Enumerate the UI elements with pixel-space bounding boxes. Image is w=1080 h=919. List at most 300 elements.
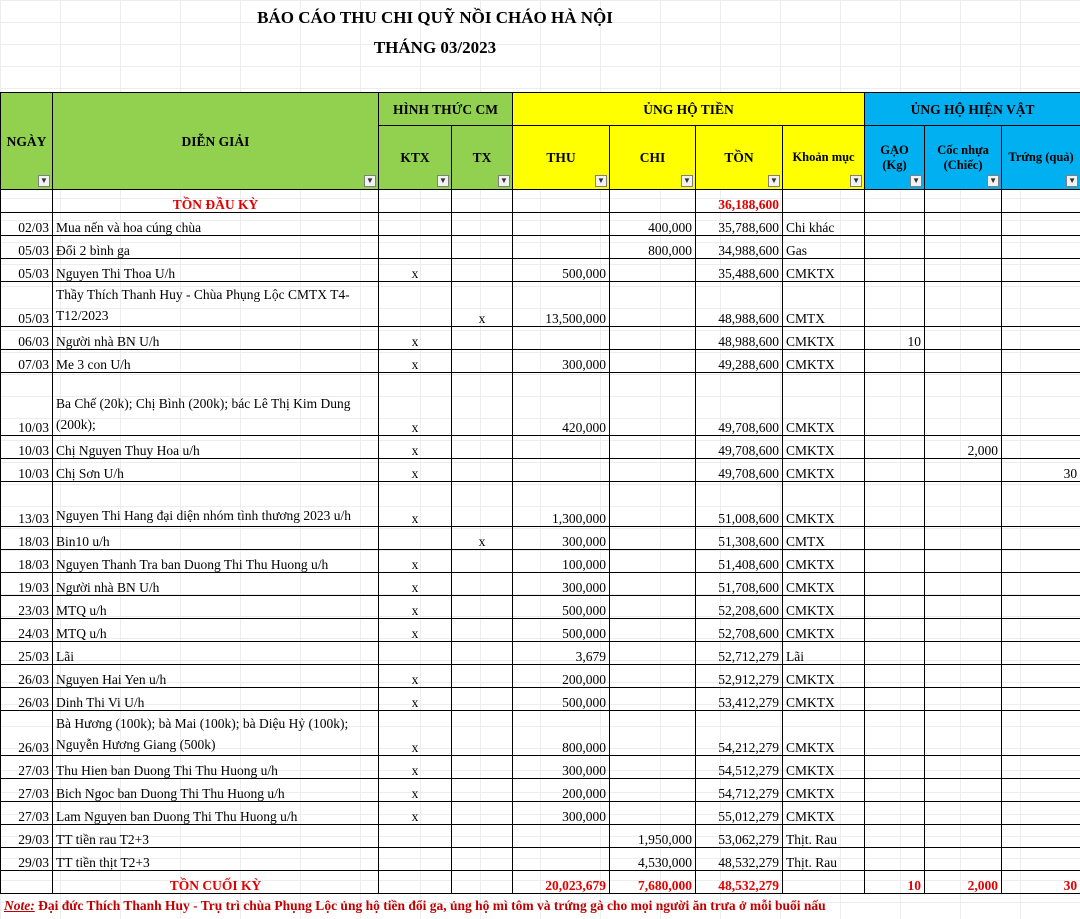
row-khoan-muc[interactable]: CMKTX xyxy=(783,327,865,350)
row-ktx[interactable]: x xyxy=(379,665,452,688)
row-chi[interactable] xyxy=(610,642,696,665)
filter-dropdown-icon[interactable]: ▼ xyxy=(768,175,780,187)
row-description[interactable]: Chị Nguyen Thuy Hoa u/h xyxy=(53,436,379,459)
row-ton[interactable]: 54,212,279 xyxy=(696,711,783,756)
header-chi[interactable]: CHI ▼ xyxy=(610,126,696,190)
row-tx[interactable] xyxy=(452,711,513,756)
row-coc[interactable] xyxy=(925,236,1002,259)
row-tx[interactable] xyxy=(452,236,513,259)
row-gao[interactable] xyxy=(865,848,925,871)
row-khoan-muc[interactable]: CMKTX xyxy=(783,779,865,802)
row-trung[interactable] xyxy=(1002,573,1080,596)
row-trung[interactable] xyxy=(1002,711,1080,756)
row-description[interactable]: Chị Sơn U/h xyxy=(53,459,379,482)
row-gao[interactable] xyxy=(865,350,925,373)
row-coc[interactable] xyxy=(925,779,1002,802)
row-khoan-muc[interactable]: CMTX xyxy=(783,527,865,550)
row-trung[interactable] xyxy=(1002,619,1080,642)
row-ton[interactable]: 35,788,600 xyxy=(696,213,783,236)
row-coc[interactable] xyxy=(925,213,1002,236)
row-khoan-muc[interactable]: Lãi xyxy=(783,642,865,665)
row-khoan-muc[interactable]: CMTX xyxy=(783,282,865,327)
row-coc[interactable] xyxy=(925,482,1002,527)
row-ktx[interactable] xyxy=(379,825,452,848)
closing-coc: 2,000 xyxy=(925,871,1002,894)
row-chi[interactable] xyxy=(610,688,696,711)
row-coc[interactable] xyxy=(925,327,1002,350)
row-tx[interactable] xyxy=(452,642,513,665)
row-thu[interactable]: 300,000 xyxy=(513,350,610,373)
row-gao[interactable] xyxy=(865,665,925,688)
row-coc[interactable] xyxy=(925,527,1002,550)
row-coc[interactable] xyxy=(925,825,1002,848)
row-date[interactable]: 27/03 xyxy=(1,779,53,802)
header-ktx[interactable]: KTX ▼ xyxy=(379,126,452,190)
row-description[interactable]: Bà Hương (100k); bà Mai (100k); bà Diệu Hỷ (100k); Nguyễn Hương Giang (500k) xyxy=(53,711,379,756)
row-date[interactable]: 27/03 xyxy=(1,802,53,825)
row-ton[interactable]: 48,532,279 xyxy=(696,848,783,871)
header-hinh-thuc: HÌNH THỨC CM xyxy=(379,93,513,126)
header-dien-giai[interactable]: DIỄN GIẢI ▼ xyxy=(53,93,379,190)
row-coc[interactable] xyxy=(925,259,1002,282)
table-row xyxy=(1,642,1080,665)
row-date[interactable]: 29/03 xyxy=(1,848,53,871)
row-description[interactable]: MTQ u/h xyxy=(53,596,379,619)
row-date[interactable]: 10/03 xyxy=(1,436,53,459)
row-ktx[interactable]: x xyxy=(379,756,452,779)
row-date[interactable]: 10/03 xyxy=(1,459,53,482)
row-khoan-muc[interactable]: CMKTX xyxy=(783,665,865,688)
row-thu[interactable]: 500,000 xyxy=(513,619,610,642)
row-khoan-muc[interactable]: CMKTX xyxy=(783,573,865,596)
row-gao[interactable]: 10 xyxy=(865,327,925,350)
row-description[interactable]: Người nhà BN U/h xyxy=(53,573,379,596)
row-gao[interactable] xyxy=(865,756,925,779)
row-coc[interactable] xyxy=(925,848,1002,871)
row-thu[interactable] xyxy=(513,459,610,482)
row-ton[interactable]: 49,708,600 xyxy=(696,436,783,459)
row-trung[interactable] xyxy=(1002,550,1080,573)
row-gao[interactable] xyxy=(865,825,925,848)
row-coc[interactable] xyxy=(925,665,1002,688)
row-tx[interactable]: x xyxy=(452,282,513,327)
row-ton[interactable]: 48,988,600 xyxy=(696,327,783,350)
row-thu[interactable]: 300,000 xyxy=(513,802,610,825)
row-chi[interactable] xyxy=(610,436,696,459)
row-description[interactable]: Lam Nguyen ban Duong Thi Thu Huong u/h xyxy=(53,802,379,825)
closing-row xyxy=(1,871,1080,894)
row-khoan-muc[interactable]: CMKTX xyxy=(783,802,865,825)
row-trung[interactable] xyxy=(1002,802,1080,825)
row-thu[interactable]: 500,000 xyxy=(513,596,610,619)
filter-dropdown-icon[interactable]: ▼ xyxy=(498,175,510,187)
row-tx[interactable] xyxy=(452,259,513,282)
row-tx[interactable] xyxy=(452,482,513,527)
row-date[interactable]: 26/03 xyxy=(1,711,53,756)
row-trung[interactable] xyxy=(1002,848,1080,871)
row-tx[interactable] xyxy=(452,596,513,619)
row-thu[interactable]: 500,000 xyxy=(513,259,610,282)
row-khoan-muc[interactable]: Thịt. Rau xyxy=(783,848,865,871)
row-khoan-muc[interactable]: Thịt. Rau xyxy=(783,825,865,848)
row-tx[interactable] xyxy=(452,573,513,596)
row-ton[interactable]: 53,412,279 xyxy=(696,688,783,711)
row-thu[interactable]: 500,000 xyxy=(513,688,610,711)
header-khoan-muc[interactable]: Khoản mục ▼ xyxy=(783,126,865,190)
header-coc[interactable]: Cốc nhựa (Chiếc) ▼ xyxy=(925,126,1002,190)
row-chi[interactable] xyxy=(610,259,696,282)
row-description[interactable]: Thầy Thích Thanh Huy - Chùa Phụng Lộc CMTX T4-T12/2023 xyxy=(53,282,379,327)
row-gao[interactable] xyxy=(865,779,925,802)
row-ktx[interactable] xyxy=(379,282,452,327)
row-date[interactable]: 13/03 xyxy=(1,482,53,527)
row-chi[interactable]: 800,000 xyxy=(610,236,696,259)
row-thu[interactable] xyxy=(513,327,610,350)
row-coc[interactable] xyxy=(925,756,1002,779)
row-coc[interactable] xyxy=(925,459,1002,482)
row-chi[interactable] xyxy=(610,327,696,350)
header-tx[interactable]: TX ▼ xyxy=(452,126,513,190)
row-thu[interactable]: 200,000 xyxy=(513,779,610,802)
row-date[interactable]: 05/03 xyxy=(1,236,53,259)
row-ktx[interactable] xyxy=(379,213,452,236)
row-date[interactable]: 24/03 xyxy=(1,619,53,642)
row-date[interactable]: 18/03 xyxy=(1,550,53,573)
row-tx[interactable] xyxy=(452,550,513,573)
row-chi[interactable] xyxy=(610,711,696,756)
row-trung[interactable] xyxy=(1002,825,1080,848)
header-gao[interactable]: GẠO (Kg) ▼ xyxy=(865,126,925,190)
row-tx[interactable]: x xyxy=(452,527,513,550)
row-chi[interactable] xyxy=(610,756,696,779)
row-gao[interactable] xyxy=(865,711,925,756)
filter-dropdown-icon[interactable]: ▼ xyxy=(987,175,999,187)
row-khoan-muc[interactable]: CMKTX xyxy=(783,756,865,779)
row-tx[interactable] xyxy=(452,459,513,482)
row-ktx[interactable]: x xyxy=(379,259,452,282)
row-tx[interactable] xyxy=(452,213,513,236)
row-description[interactable]: Nguyen Hai Yen u/h xyxy=(53,665,379,688)
row-ton[interactable]: 52,912,279 xyxy=(696,665,783,688)
row-description[interactable]: Người nhà BN U/h xyxy=(53,327,379,350)
row-trung[interactable] xyxy=(1002,527,1080,550)
row-trung[interactable] xyxy=(1002,665,1080,688)
row-trung[interactable] xyxy=(1002,596,1080,619)
row-tx[interactable] xyxy=(452,373,513,436)
row-coc[interactable] xyxy=(925,350,1002,373)
table-row xyxy=(1,596,1080,619)
row-coc[interactable] xyxy=(925,596,1002,619)
row-date[interactable]: 25/03 xyxy=(1,642,53,665)
row-tx[interactable] xyxy=(452,436,513,459)
row-chi[interactable] xyxy=(610,802,696,825)
row-thu[interactable]: 1,300,000 xyxy=(513,482,610,527)
row-date[interactable]: 26/03 xyxy=(1,665,53,688)
row-ktx[interactable]: x xyxy=(379,350,452,373)
row-gao[interactable] xyxy=(865,802,925,825)
row-tx[interactable] xyxy=(452,848,513,871)
row-description[interactable]: Bich Ngoc ban Duong Thi Thu Huong u/h xyxy=(53,779,379,802)
header-ngay[interactable]: NGÀY ▼ xyxy=(1,93,53,190)
row-chi[interactable] xyxy=(610,550,696,573)
row-thu[interactable]: 300,000 xyxy=(513,573,610,596)
row-chi[interactable]: 4,530,000 xyxy=(610,848,696,871)
row-trung[interactable] xyxy=(1002,642,1080,665)
row-gao[interactable] xyxy=(865,619,925,642)
row-khoan-muc[interactable]: CMKTX xyxy=(783,436,865,459)
row-description[interactable]: MTQ u/h xyxy=(53,619,379,642)
header-ton[interactable]: TỒN ▼ xyxy=(696,126,783,190)
row-ton[interactable]: 52,208,600 xyxy=(696,596,783,619)
row-chi[interactable] xyxy=(610,350,696,373)
filter-dropdown-icon[interactable]: ▼ xyxy=(1066,175,1078,187)
row-ktx[interactable]: x xyxy=(379,711,452,756)
row-trung[interactable] xyxy=(1002,779,1080,802)
row-trung[interactable] xyxy=(1002,436,1080,459)
row-ktx[interactable]: x xyxy=(379,596,452,619)
row-description[interactable]: Lãi xyxy=(53,642,379,665)
row-ton[interactable]: 55,012,279 xyxy=(696,802,783,825)
row-ton[interactable]: 51,308,600 xyxy=(696,527,783,550)
row-gao[interactable] xyxy=(865,213,925,236)
row-ktx[interactable]: x xyxy=(379,459,452,482)
row-ktx[interactable]: x xyxy=(379,550,452,573)
row-description[interactable]: Bin10 u/h xyxy=(53,527,379,550)
row-chi[interactable] xyxy=(610,779,696,802)
row-ktx[interactable]: x xyxy=(379,436,452,459)
row-chi[interactable] xyxy=(610,665,696,688)
row-thu[interactable]: 13,500,000 xyxy=(513,282,610,327)
row-date[interactable]: 23/03 xyxy=(1,596,53,619)
row-description[interactable]: Me 3 con U/h xyxy=(53,350,379,373)
row-trung[interactable] xyxy=(1002,236,1080,259)
row-ktx[interactable]: x xyxy=(379,373,452,436)
row-coc[interactable] xyxy=(925,373,1002,436)
row-gao[interactable] xyxy=(865,482,925,527)
closing-ton: 48,532,279 xyxy=(696,871,783,894)
row-tx[interactable] xyxy=(452,619,513,642)
row-coc[interactable] xyxy=(925,802,1002,825)
row-ton[interactable]: 49,288,600 xyxy=(696,350,783,373)
row-khoan-muc[interactable]: CMKTX xyxy=(783,550,865,573)
row-coc[interactable] xyxy=(925,642,1002,665)
row-chi[interactable] xyxy=(610,619,696,642)
row-trung[interactable] xyxy=(1002,282,1080,327)
row-thu[interactable]: 800,000 xyxy=(513,711,610,756)
row-tx[interactable] xyxy=(452,825,513,848)
row-gao[interactable] xyxy=(865,527,925,550)
row-trung[interactable] xyxy=(1002,756,1080,779)
row-gao[interactable] xyxy=(865,459,925,482)
row-ktx[interactable]: x xyxy=(379,619,452,642)
row-khoan-muc[interactable]: CMKTX xyxy=(783,596,865,619)
filter-dropdown-icon[interactable]: ▼ xyxy=(850,175,862,187)
row-description[interactable]: TT tiền thịt T2+3 xyxy=(53,848,379,871)
row-description[interactable]: Nguyen Thi Hang đại diện nhóm tình thương 2023 u/h xyxy=(53,482,379,527)
row-chi[interactable] xyxy=(610,482,696,527)
row-gao[interactable] xyxy=(865,436,925,459)
row-thu[interactable] xyxy=(513,213,610,236)
row-coc[interactable]: 2,000 xyxy=(925,436,1002,459)
row-tx[interactable] xyxy=(452,350,513,373)
row-chi[interactable] xyxy=(610,373,696,436)
row-ktx[interactable] xyxy=(379,236,452,259)
row-thu[interactable]: 300,000 xyxy=(513,756,610,779)
row-ktx[interactable] xyxy=(379,527,452,550)
row-gao[interactable] xyxy=(865,688,925,711)
row-thu[interactable]: 420,000 xyxy=(513,373,610,436)
row-trung[interactable] xyxy=(1002,259,1080,282)
row-gao[interactable] xyxy=(865,282,925,327)
row-thu[interactable]: 200,000 xyxy=(513,665,610,688)
row-khoan-muc[interactable]: CMKTX xyxy=(783,711,865,756)
row-ktx[interactable] xyxy=(379,848,452,871)
filter-dropdown-icon[interactable]: ▼ xyxy=(38,175,50,187)
table-row xyxy=(1,711,1080,756)
row-chi[interactable]: 1,950,000 xyxy=(610,825,696,848)
header-trung[interactable]: Trứng (quả) ▼ xyxy=(1002,126,1080,190)
row-chi[interactable] xyxy=(610,596,696,619)
row-trung[interactable] xyxy=(1002,373,1080,436)
row-chi[interactable] xyxy=(610,573,696,596)
row-ktx[interactable]: x xyxy=(379,482,452,527)
row-date[interactable]: 05/03 xyxy=(1,259,53,282)
row-ton[interactable]: 51,008,600 xyxy=(696,482,783,527)
filter-dropdown-icon[interactable]: ▼ xyxy=(910,175,922,187)
row-gao[interactable] xyxy=(865,573,925,596)
row-ton[interactable]: 52,712,279 xyxy=(696,642,783,665)
table-row xyxy=(1,436,1080,459)
filter-dropdown-icon[interactable]: ▼ xyxy=(437,175,449,187)
row-date[interactable]: 06/03 xyxy=(1,327,53,350)
row-ton[interactable]: 34,988,600 xyxy=(696,236,783,259)
row-ton[interactable]: 49,708,600 xyxy=(696,459,783,482)
row-description[interactable]: Thu Hien ban Duong Thi Thu Huong u/h xyxy=(53,756,379,779)
row-ton[interactable]: 51,408,600 xyxy=(696,550,783,573)
row-tx[interactable] xyxy=(452,756,513,779)
row-trung[interactable] xyxy=(1002,327,1080,350)
table-row xyxy=(1,482,1080,527)
row-date[interactable]: 07/03 xyxy=(1,350,53,373)
row-gao[interactable] xyxy=(865,596,925,619)
row-khoan-muc[interactable]: Chi khác xyxy=(783,213,865,236)
row-khoan-muc[interactable]: CMKTX xyxy=(783,259,865,282)
table-row xyxy=(1,688,1080,711)
row-ton[interactable]: 52,708,600 xyxy=(696,619,783,642)
row-coc[interactable] xyxy=(925,619,1002,642)
row-khoan-muc[interactable]: CMKTX xyxy=(783,373,865,436)
row-trung[interactable] xyxy=(1002,482,1080,527)
row-ton[interactable]: 48,988,600 xyxy=(696,282,783,327)
row-thu[interactable] xyxy=(513,848,610,871)
row-tx[interactable] xyxy=(452,665,513,688)
header-ung-ho-hien-vat: ỦNG HỘ HIỆN VẬT xyxy=(865,93,1080,126)
row-ton[interactable]: 49,708,600 xyxy=(696,373,783,436)
row-date[interactable]: 29/03 xyxy=(1,825,53,848)
row-khoan-muc[interactable]: Gas xyxy=(783,236,865,259)
row-ktx[interactable]: x xyxy=(379,688,452,711)
row-trung[interactable] xyxy=(1002,213,1080,236)
row-tx[interactable] xyxy=(452,779,513,802)
row-description[interactable]: Đổi 2 bình ga xyxy=(53,236,379,259)
row-ton[interactable]: 51,708,600 xyxy=(696,573,783,596)
row-khoan-muc[interactable]: CMKTX xyxy=(783,619,865,642)
filter-dropdown-icon[interactable]: ▼ xyxy=(595,175,607,187)
row-gao[interactable] xyxy=(865,373,925,436)
row-khoan-muc[interactable]: CMKTX xyxy=(783,459,865,482)
row-gao[interactable] xyxy=(865,236,925,259)
row-coc[interactable] xyxy=(925,573,1002,596)
row-description[interactable]: Dinh Thi Vi U/h xyxy=(53,688,379,711)
row-description[interactable]: Nguyen Thanh Tra ban Duong Thi Thu Huong u/h xyxy=(53,550,379,573)
row-ton[interactable]: 54,712,279 xyxy=(696,779,783,802)
row-date[interactable]: 18/03 xyxy=(1,527,53,550)
filter-dropdown-icon[interactable]: ▼ xyxy=(681,175,693,187)
row-coc[interactable] xyxy=(925,550,1002,573)
row-gao[interactable] xyxy=(865,550,925,573)
row-ktx[interactable]: x xyxy=(379,802,452,825)
row-ton[interactable]: 53,062,279 xyxy=(696,825,783,848)
row-date[interactable]: 05/03 xyxy=(1,282,53,327)
row-ktx[interactable]: x xyxy=(379,327,452,350)
filter-dropdown-icon[interactable]: ▼ xyxy=(364,175,376,187)
report-title: BÁO CÁO THU CHI QUỸ NỒI CHÁO HÀ NỘI xyxy=(257,8,613,27)
row-date[interactable]: 26/03 xyxy=(1,688,53,711)
row-description[interactable]: Mua nến và hoa cúng chùa xyxy=(53,213,379,236)
row-thu[interactable]: 100,000 xyxy=(513,550,610,573)
row-ktx[interactable]: x xyxy=(379,573,452,596)
row-thu[interactable]: 3,679 xyxy=(513,642,610,665)
row-khoan-muc[interactable]: CMKTX xyxy=(783,482,865,527)
row-description[interactable]: Nguyen Thi Thoa U/h xyxy=(53,259,379,282)
row-thu[interactable] xyxy=(513,436,610,459)
row-trung[interactable]: 30 xyxy=(1002,459,1080,482)
row-ton[interactable]: 54,512,279 xyxy=(696,756,783,779)
row-date[interactable]: 10/03 xyxy=(1,373,53,436)
row-chi[interactable]: 400,000 xyxy=(610,213,696,236)
row-tx[interactable] xyxy=(452,688,513,711)
row-thu[interactable]: 300,000 xyxy=(513,527,610,550)
row-chi[interactable] xyxy=(610,282,696,327)
row-gao[interactable] xyxy=(865,642,925,665)
row-description[interactable]: Ba Chế (20k); Chị Bình (200k); bác Lê Thị Kim Dung (200k); xyxy=(53,373,379,436)
report-subtitle: THÁNG 03/2023 xyxy=(373,38,497,57)
row-coc[interactable] xyxy=(925,711,1002,756)
table-row xyxy=(1,373,1080,436)
row-ktx[interactable]: x xyxy=(379,779,452,802)
row-date[interactable]: 02/03 xyxy=(1,213,53,236)
row-coc[interactable] xyxy=(925,688,1002,711)
row-khoan-muc[interactable]: CMKTX xyxy=(783,688,865,711)
row-tx[interactable] xyxy=(452,802,513,825)
row-ktx[interactable] xyxy=(379,642,452,665)
row-tx[interactable] xyxy=(452,327,513,350)
row-coc[interactable] xyxy=(925,282,1002,327)
row-date[interactable]: 27/03 xyxy=(1,756,53,779)
row-gao[interactable] xyxy=(865,259,925,282)
row-chi[interactable] xyxy=(610,527,696,550)
header-thu[interactable]: THU ▼ xyxy=(513,126,610,190)
row-trung[interactable] xyxy=(1002,350,1080,373)
row-chi[interactable] xyxy=(610,459,696,482)
row-thu[interactable] xyxy=(513,825,610,848)
row-trung[interactable] xyxy=(1002,688,1080,711)
row-date[interactable]: 19/03 xyxy=(1,573,53,596)
row-khoan-muc[interactable]: CMKTX xyxy=(783,350,865,373)
row-description[interactable]: TT tiền rau T2+3 xyxy=(53,825,379,848)
row-ton[interactable]: 35,488,600 xyxy=(696,259,783,282)
row-thu[interactable] xyxy=(513,236,610,259)
